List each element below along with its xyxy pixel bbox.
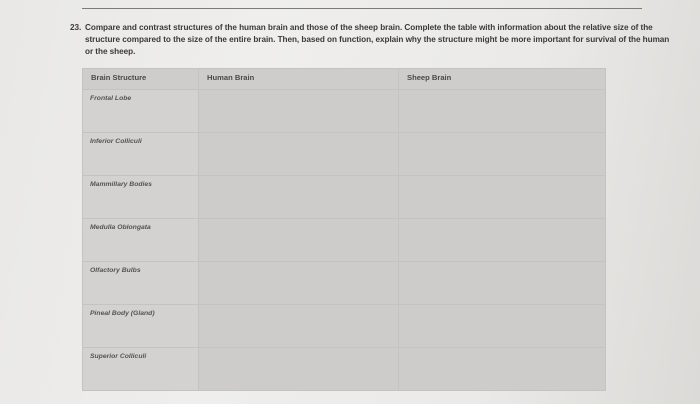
- structure-name-cell: Frontal Lobe: [83, 90, 199, 133]
- structure-name-cell: Olfactory Bulbs: [83, 262, 199, 305]
- human-brain-cell[interactable]: [199, 305, 399, 348]
- sheep-brain-cell[interactable]: [399, 348, 606, 391]
- question-line: or the sheep.: [85, 47, 136, 56]
- table-header-row: [83, 69, 606, 90]
- sheep-brain-cell[interactable]: [399, 176, 606, 219]
- human-brain-cell[interactable]: [199, 262, 399, 305]
- sheep-brain-cell[interactable]: [399, 90, 606, 133]
- table-row: [83, 90, 606, 133]
- human-brain-cell[interactable]: [199, 348, 399, 391]
- top-rule-line: [82, 8, 642, 9]
- structure-name-cell: Mammillary Bodies: [83, 176, 199, 219]
- table-row: [83, 176, 606, 219]
- header-brain-structure: Brain Structure: [83, 69, 199, 90]
- sheep-brain-cell[interactable]: [399, 262, 606, 305]
- human-brain-cell[interactable]: [199, 176, 399, 219]
- header-human-brain: Human Brain: [199, 69, 399, 90]
- header-sheep-brain: Sheep Brain: [399, 69, 606, 90]
- structure-name-cell: Inferior Colliculi: [83, 133, 199, 176]
- question-text: [85, 22, 690, 58]
- sheep-brain-cell[interactable]: [399, 219, 606, 262]
- brain-comparison-table: [82, 68, 606, 391]
- table-row: [83, 348, 606, 391]
- table-row: [83, 133, 606, 176]
- human-brain-cell[interactable]: [199, 219, 399, 262]
- sheep-brain-cell[interactable]: [399, 305, 606, 348]
- sheep-brain-cell[interactable]: [399, 133, 606, 176]
- human-brain-cell[interactable]: [199, 90, 399, 133]
- structure-name-cell: Medulla Oblongata: [83, 219, 199, 262]
- question-number: 23.: [70, 23, 82, 32]
- structure-name-cell: Superior Colliculi: [83, 348, 199, 391]
- table-row: [83, 305, 606, 348]
- structure-name-cell: Pineal Body (Gland): [83, 305, 199, 348]
- table-row: [83, 262, 606, 305]
- question-line: structure compared to the size of the entire brain. Then, based on function, explain why the structure might be more important for survival of the human: [85, 35, 670, 44]
- table-row: [83, 219, 606, 262]
- question-line: Compare and contrast structures of the human brain and those of the sheep brain. Complete the table with information about the relative size of the: [85, 23, 653, 32]
- human-brain-cell[interactable]: [199, 133, 399, 176]
